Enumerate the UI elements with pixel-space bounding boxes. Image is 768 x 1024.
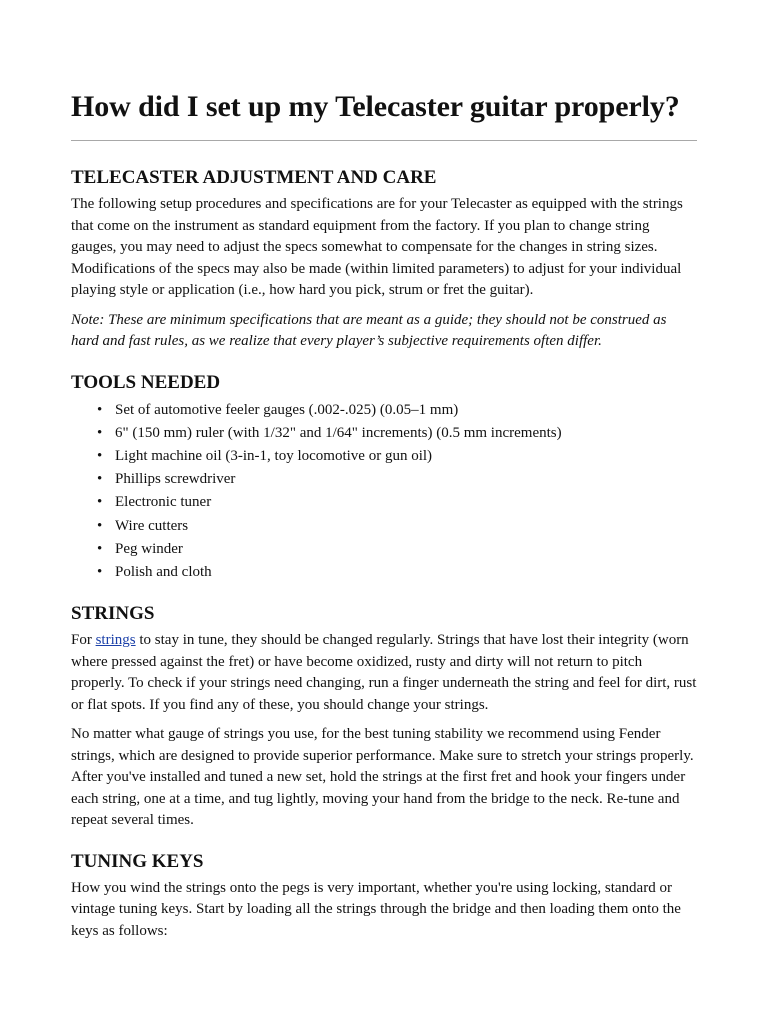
bullet-icon: • bbox=[97, 424, 103, 441]
bullet-icon: • bbox=[97, 471, 103, 488]
list-item-text: Light machine oil (3-in-1, toy locomotive or gun oil) bbox=[115, 447, 433, 464]
list-item bbox=[97, 468, 697, 491]
list-item-text: Polish and cloth bbox=[115, 563, 212, 580]
bullet-icon: • bbox=[97, 563, 103, 580]
bullet-icon: • bbox=[97, 401, 103, 418]
page-title: How did I set up my Telecaster guitar properly? bbox=[71, 88, 697, 141]
adjustment-paragraph: The following setup procedures and specifications are for your Telecaster as equipped with the strings that come on the instrument as standard equipment from the factory. If you plan to change string gauges, you may need to adjust the specs somewhat to compensate for the changes in string sizes. Modifications of the specs may also be made (within limited parameters) to adjust for your individual playing style or application (i.e., how hard you pick, strum or fret the guitar). bbox=[71, 196, 683, 298]
tuning-keys-paragraph: How you wind the strings onto the pegs is very important, whether you're using locking, standard or vintage tuning keys. Start by loading all the strings through the bridge and then loading them onto the keys as follows: bbox=[71, 879, 681, 939]
tools-list bbox=[71, 399, 697, 585]
list-item bbox=[97, 515, 697, 538]
strings-link[interactable]: strings bbox=[95, 632, 136, 649]
list-item bbox=[97, 399, 697, 422]
list-item-text: Wire cutters bbox=[115, 517, 189, 534]
list-item bbox=[97, 491, 697, 514]
section-heading-adjustment: TELECASTER ADJUSTMENT AND CARE bbox=[71, 167, 437, 188]
list-item bbox=[97, 422, 697, 445]
bullet-icon: • bbox=[97, 494, 103, 511]
list-item-text: Set of automotive feeler gauges (.002-.025) (0.05–1 mm) bbox=[115, 401, 459, 418]
list-item bbox=[97, 538, 697, 561]
bullet-icon: • bbox=[97, 540, 103, 557]
list-item-text: Electronic tuner bbox=[115, 494, 212, 511]
section-heading-tools: TOOLS NEEDED bbox=[71, 371, 221, 393]
list-item-text: Peg winder bbox=[115, 540, 183, 557]
strings-p1-rest: to stay in tune, they should be changed regularly. Strings that have lost their integrity (worn where pressed against the fret) or have become oxidized, rusty and dirty will not return to pitch properly. To check if your strings need changing, run a finger underneath the string and feel for dirt, rust or flat spots. If you find any of these, you should change your strings. bbox=[71, 632, 697, 713]
strings-p1-prefix: For bbox=[71, 632, 96, 649]
strings-paragraph-1 bbox=[71, 630, 697, 716]
section-heading-strings: STRINGS bbox=[71, 603, 155, 625]
list-item bbox=[97, 445, 697, 468]
list-item-text: 6" (150 mm) ruler (with 1/32" and 1/64" increments) (0.5 mm increments) bbox=[115, 424, 562, 441]
adjustment-note: Note: These are minimum specifications that are meant as a guide; they should not be construed as hard and fast rules, as we realize that every player’s subjective requirements often differ. bbox=[71, 311, 667, 349]
list-item bbox=[97, 561, 697, 584]
list-item-text: Phillips screwdriver bbox=[115, 471, 236, 488]
document-page bbox=[71, 0, 697, 942]
strings-paragraph-2: No matter what gauge of strings you use, for the best tuning stability we recommend using Fender strings, which are designed to provide superior performance. Make sure to stretch your strings properly. After you've installed and tuned a new set, hold the strings at the first fret and hook your fingers under each string, one at a time, and tug lightly, moving your hand from the bridge to the neck. Re-tune and repeat several times. bbox=[71, 726, 694, 829]
section-heading-tuning-keys: TUNING KEYS bbox=[71, 850, 204, 872]
bullet-icon: • bbox=[97, 447, 103, 464]
bullet-icon: • bbox=[97, 517, 103, 534]
